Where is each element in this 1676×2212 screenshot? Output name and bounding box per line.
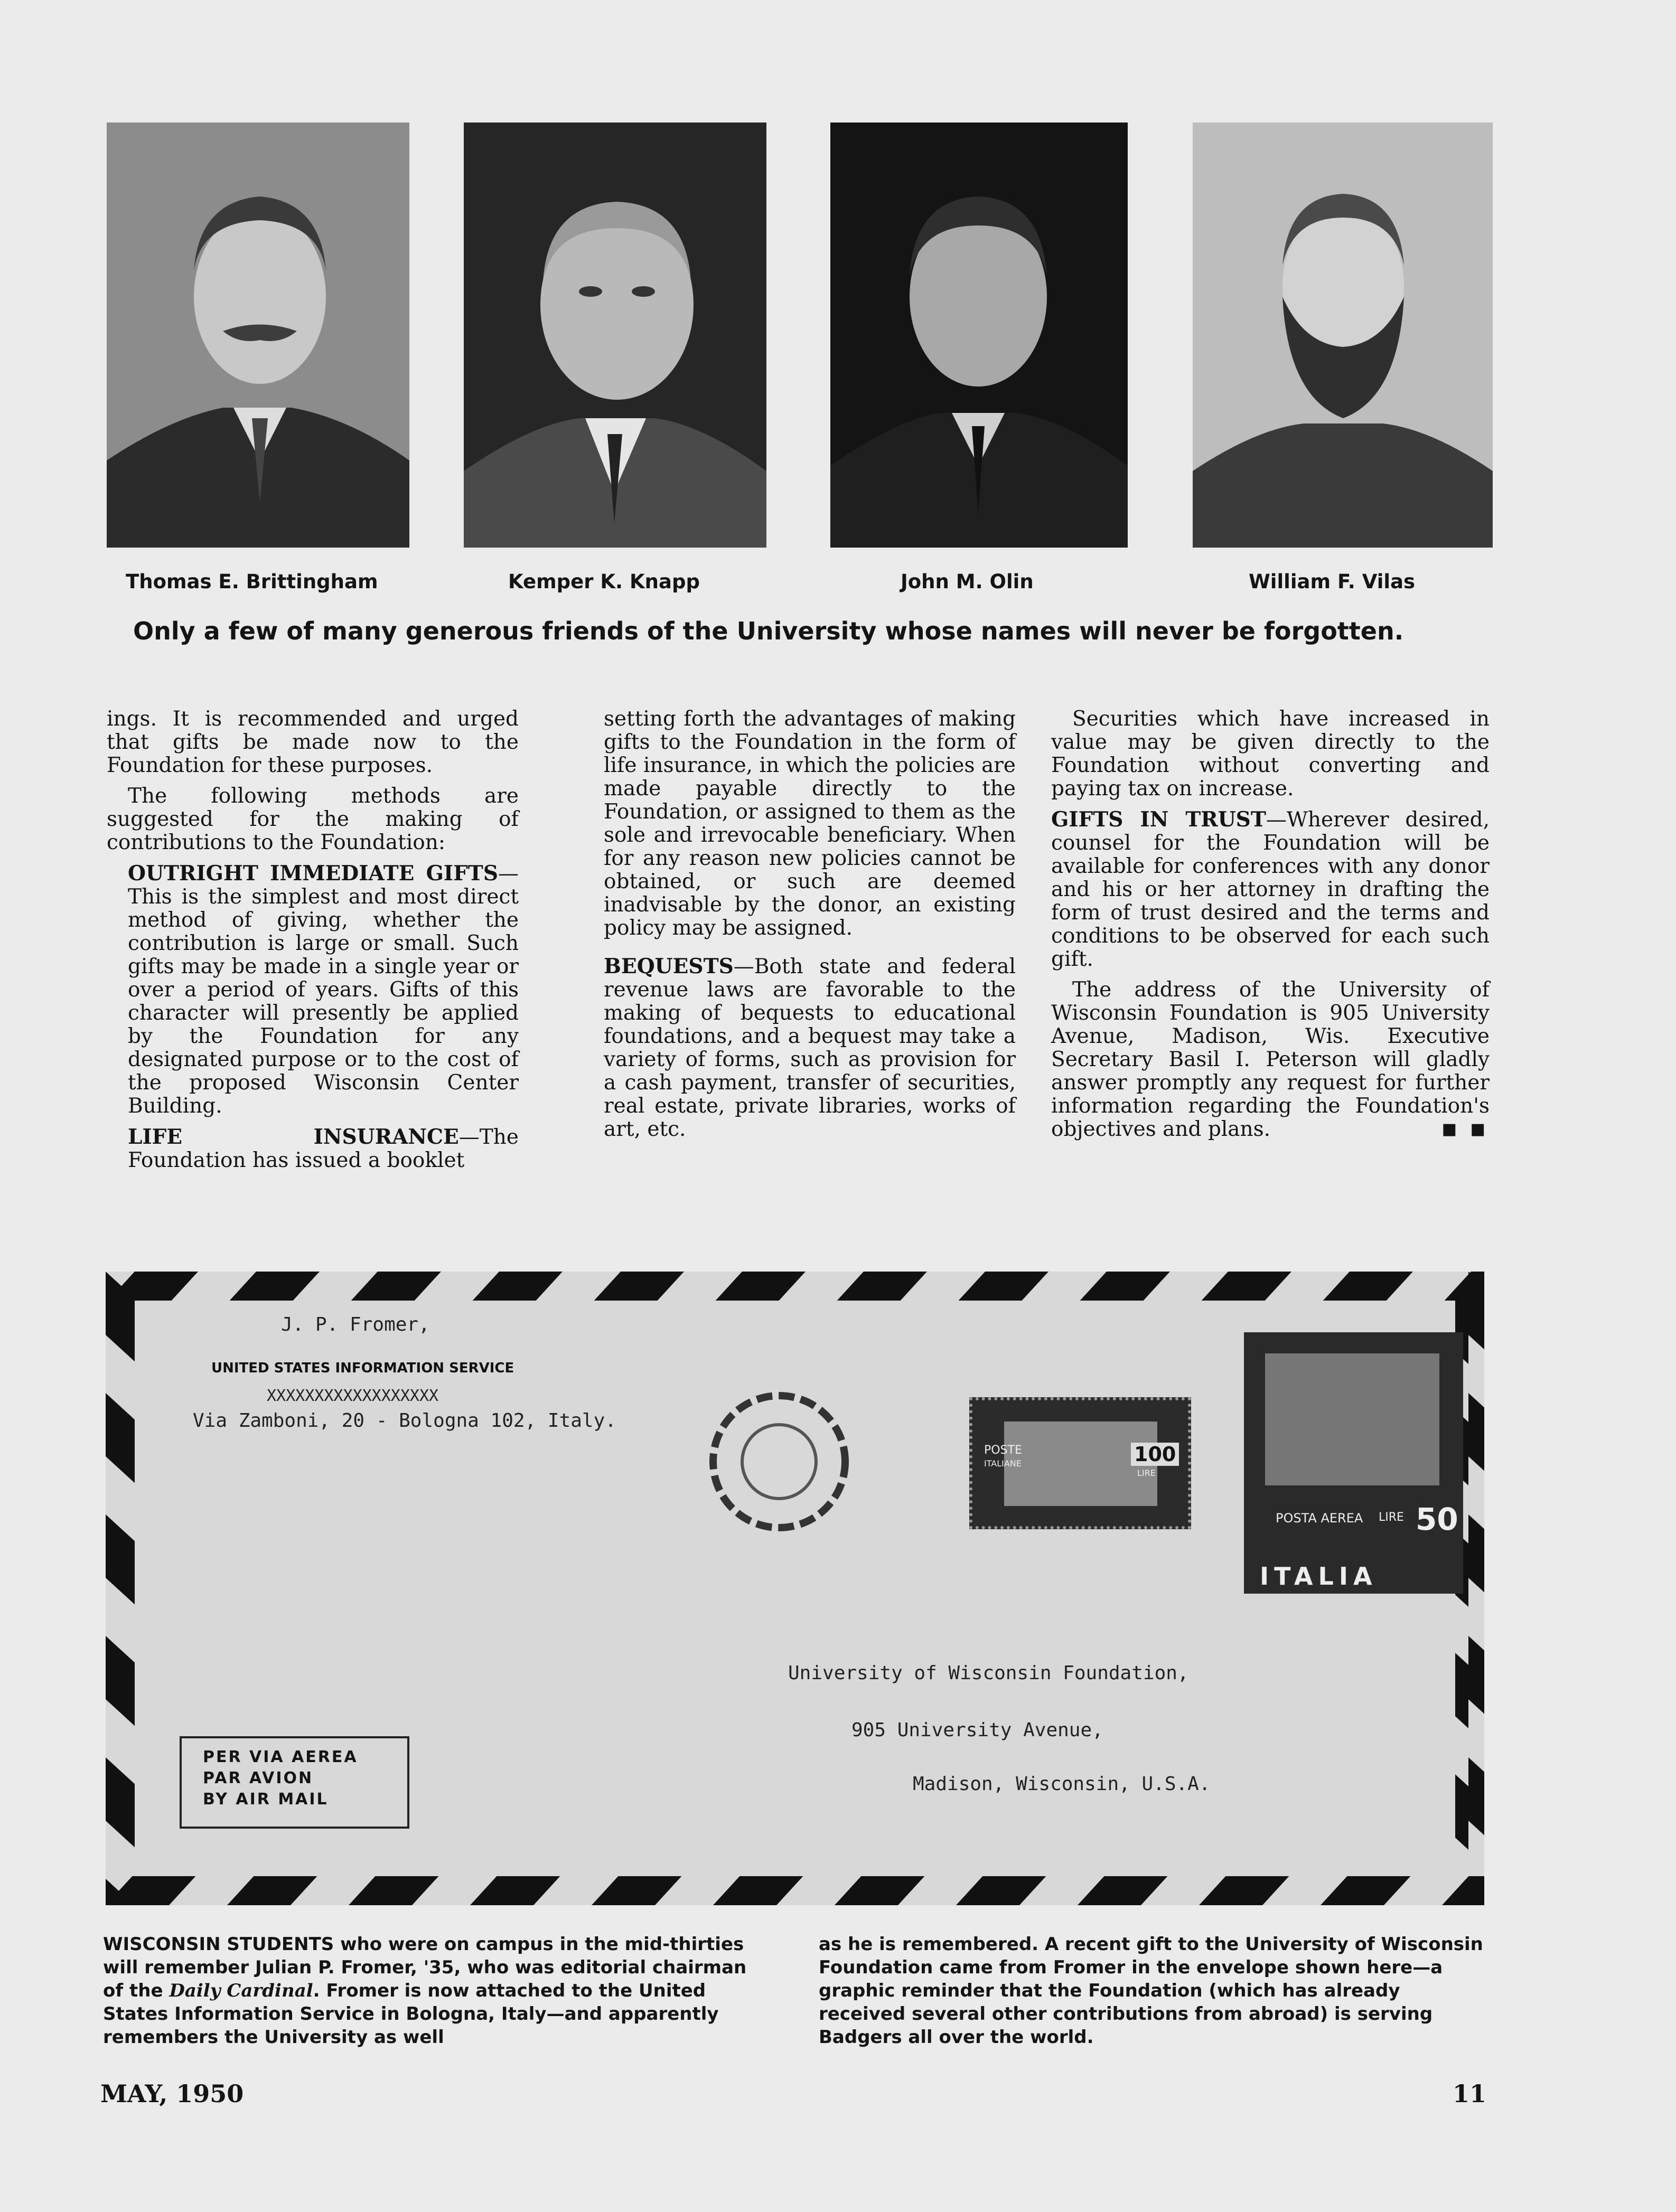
- paragraph-gifts-in-trust: [1051, 808, 1490, 971]
- portrait-knapp: [464, 123, 766, 548]
- portrait-brittingham: [107, 123, 409, 548]
- envelope-caption-right: as he is remembered. A recent gift to the University of Wisconsin Foundation came from Fromer in the envelope shown here—a graphic reminder that the Foundation (which has already received several other contributions from abroad) is serving Badgers all over the world.: [819, 1934, 1483, 2048]
- caption-text: . Fromer is now attached to the United States Information Service in Bologna, Italy—and apparently remembers the University as well: [103, 1980, 719, 2048]
- caption-lead: WISCONSIN STUDENTS: [103, 1934, 334, 1955]
- portrait-caption-olin: John M. Olin: [901, 570, 1034, 593]
- article-column-2: [604, 708, 1016, 1149]
- airmail-envelope: [106, 1272, 1484, 1905]
- paragraph-bequests: [604, 955, 1016, 1141]
- footer-page-number: 11: [1453, 2079, 1487, 2108]
- stamp2-text: POSTA AEREA: [1276, 1511, 1363, 1526]
- portrait-olin: [830, 123, 1128, 548]
- end-of-article-marks: ■ ■: [1441, 1120, 1490, 1138]
- portrait-caption-knapp: Kemper K. Knapp: [508, 570, 700, 593]
- airmail-label-box: [180, 1736, 409, 1829]
- stamp1-sublabel: ITALIANE: [984, 1458, 1022, 1469]
- stamp1-value: 100: [1131, 1443, 1179, 1466]
- paragraph-outright-gifts: [128, 862, 519, 1118]
- postmark: [692, 1382, 866, 1541]
- sender-organization: UNITED STATES INFORMATION SERVICE: [211, 1360, 514, 1376]
- stamp2-value: 50: [1416, 1501, 1458, 1537]
- sender-address: Via Zamboni, 20 - Bologna 102, Italy.: [193, 1410, 616, 1432]
- portrait-vilas: [1193, 123, 1493, 548]
- section-body: —This is the simplest and most direct method of giving, whether the contribution is large or small. Such gifts may be made in a single year or over a period of years. Gifts of this character will presently be applied by the Foundation for any designated purpose or to the cost of the proposed Wisconsin Center Building.: [128, 862, 519, 1118]
- postage-stamp-100-lire: [969, 1397, 1191, 1529]
- paragraph: The following methods are suggested for the making of contributions to the Foundation:: [107, 784, 519, 854]
- caption-italic: Daily Cardinal: [169, 1980, 313, 2001]
- section-body: —Both state and federal revenue laws are favorable to the making of bequests to educational foundations, and a bequest may take a variety of forms, such as provision for a cash payment, transfer of securities, real estate, private libraries, works of art, etc.: [604, 955, 1016, 1141]
- paragraph-life-insurance: [128, 1125, 519, 1172]
- stamp1-label: POSTE: [984, 1444, 1022, 1457]
- section-heading: OUTRIGHT IMMEDIATE GIFTS: [128, 861, 498, 886]
- stamp1-unit: LIRE: [1137, 1468, 1156, 1478]
- section-body: —The Foundation has issued a booklet: [128, 1125, 519, 1172]
- stamp2-country: ITALIA: [1260, 1562, 1378, 1590]
- postage-stamp-50-lire: [1244, 1332, 1463, 1594]
- recipient-line-1: University of Wisconsin Foundation,: [788, 1662, 1189, 1684]
- section-heading: LIFE INSURANCE: [128, 1125, 459, 1149]
- section-heading: GIFTS IN TRUST: [1051, 807, 1266, 832]
- portrait-caption-brittingham: Thomas E. Brittingham: [126, 570, 378, 593]
- airmail-label-line: BY AIR MAIL: [203, 1790, 329, 1809]
- section-body: —Wherever desired, counsel for the Foundation will be available for conferences with any donor and his or her attorney in drafting the form of trust desired and the terms and conditions to be observed for each such gift.: [1051, 808, 1490, 971]
- sender-struck-line: XXXXXXXXXXXXXXXXXX: [267, 1387, 439, 1405]
- paragraph: setting forth the advantages of making gifts to the Foundation in the form of life insurance, in which the policies are made payable directly to the Foundation, or assigned to them as the sole and irrevocable beneficiary. When for any reason new policies cannot be obtained, or such are deemed inadvisable by the donor, an existing policy may be assigned.: [604, 707, 1016, 940]
- article-column-3: [1051, 708, 1490, 1149]
- recipient-line-3: Madison, Wisconsin, U.S.A.: [913, 1773, 1211, 1795]
- stamp2-unit: LIRE: [1379, 1511, 1404, 1524]
- caption-text: who were on campus in the mid-thirties will remember Julian P. Fromer, '35, who was editorial chairman of the: [103, 1934, 747, 2001]
- portrait-caption-vilas: William F. Vilas: [1249, 570, 1416, 593]
- airmail-label-line: PER VIA AEREA: [203, 1748, 358, 1766]
- footer-issue-date: MAY, 1950: [100, 2079, 244, 2108]
- paragraph: Securities which have increased in value may be given directly to the Foundation without converting and paying tax on increase.: [1051, 707, 1490, 801]
- portraits-tagline: Only a few of many generous friends of the University whose names will never be forgotten.: [133, 617, 1404, 645]
- paragraph: ings. It is recommended and urged that gifts be made now to the Foundation for these purposes.: [107, 707, 519, 777]
- envelope-caption-left: [103, 1933, 769, 2049]
- section-heading: BEQUESTS: [604, 954, 734, 978]
- paragraph-address: [1051, 978, 1490, 1141]
- article-column-1: [107, 708, 519, 1180]
- sender-name: J. P. Fromer,: [281, 1314, 430, 1335]
- recipient-line-2: 905 University Avenue,: [851, 1719, 1103, 1741]
- section-body: The address of the University of Wisconsin Foundation is 905 University Avenue, Madison, Wis. Executive Secretary Basil I. Peterson will gladly answer promptly any request for further information regarding the Foundation's objectives and plans.: [1051, 978, 1490, 1141]
- airmail-label-line: PAR AVION: [203, 1769, 314, 1787]
